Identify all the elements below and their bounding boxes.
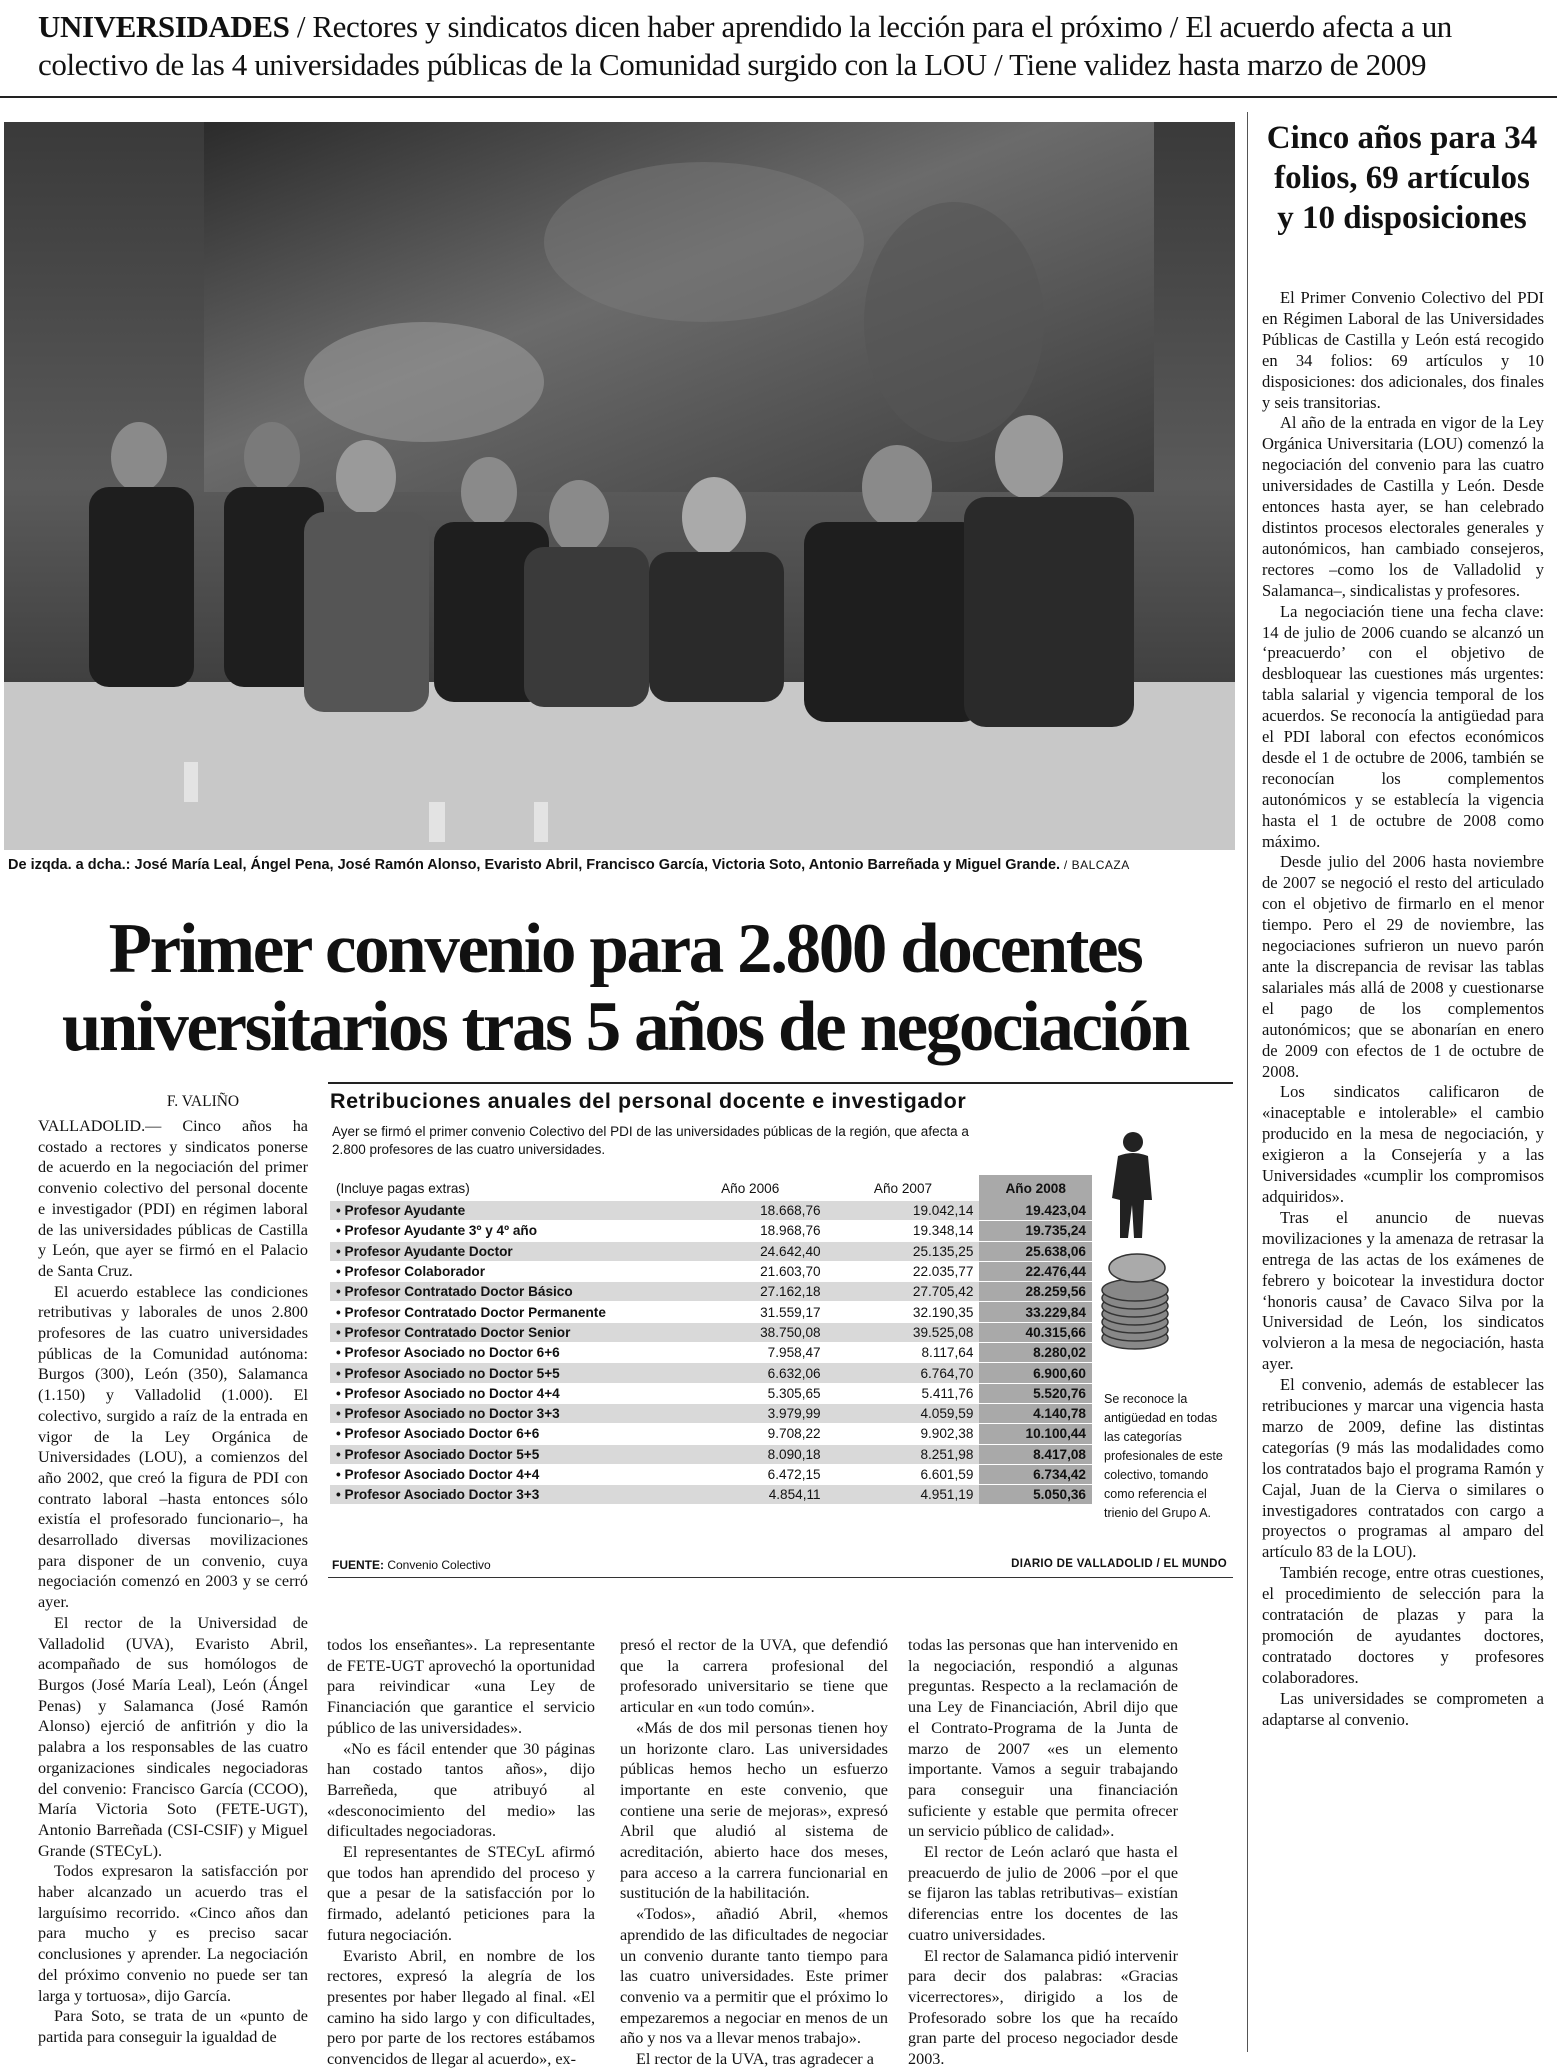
article-column-1	[38, 1116, 308, 2048]
row-label: • Profesor Asociado no Doctor 3+3	[330, 1403, 674, 1423]
table-row	[330, 1221, 1092, 1241]
value-2006: 4.854,11	[674, 1485, 827, 1505]
headline-line-2: universitarios tras 5 años de negociación	[61, 988, 1189, 1066]
group-photo	[4, 122, 1235, 850]
value-2006: 8.090,18	[674, 1444, 827, 1464]
row-label: • Profesor Contratado Doctor Básico	[330, 1282, 674, 1302]
photo-caption	[8, 856, 1238, 874]
table-bottom-rule	[328, 1577, 1233, 1578]
article-column-4	[908, 1635, 1178, 2070]
value-2006: 3.979,99	[674, 1403, 827, 1423]
table-row	[330, 1363, 1092, 1383]
row-label: • Profesor Asociado no Doctor 5+5	[330, 1363, 674, 1383]
kicker-text: / Rectores y sindicatos dicen haber aprendido la lección para el próximo / El acuerdo afecta a un colectivo de las 4 universidades públicas de la Comunidad surgido con la LOU / Tiene validez hasta marzo de 2009	[38, 9, 1452, 82]
value-2006: 9.708,22	[674, 1424, 827, 1444]
sidebar-body	[1262, 288, 1544, 1731]
row-label: • Profesor Asociado Doctor 3+3	[330, 1485, 674, 1505]
paragraph: «Más de dos mil personas tienen hoy un horizonte claro. Las universidades públicas hemos hecho un esfuerzo importante en este convenio, que contiene una serie de mejoras», expresó Abril que aludió al sistema de acreditación, abierto hace dos meses, para acceso a la carrera funcionarial en sustitución de la habilitación.	[620, 1718, 888, 1903]
paragraph: El rector de León aclaró que hasta el preacuerdo de julio de 2006 –por el que se fijaron las tablas retributivas– existían diferencias entre los docentes de las cuatro universidades.	[908, 1843, 1178, 1944]
table-source-note	[332, 1558, 892, 1572]
table-top-rule	[328, 1082, 1233, 1084]
value-2007: 27.705,42	[827, 1282, 980, 1302]
paragraph: El Primer Convenio Colectivo del PDI en Régimen Laboral de las Universidades Públicas de Castilla y León está recogido en 34 folios: 69 artículos y 10 disposiciones: dos adicionales, dos finales y seis transitorias.	[1262, 288, 1544, 412]
value-2006: 24.642,40	[674, 1241, 827, 1261]
paragraph: Los sindicatos calificaron de «inaceptable e intolerable» el cambio producido en la mesa de negociación, y exigieron a la Consejería y a las Universidades «cumplir los compromisos adquiridos».	[1262, 1082, 1544, 1206]
value-2007: 39.525,08	[827, 1322, 980, 1342]
row-label: • Profesor Contratado Doctor Permanente	[330, 1302, 674, 1322]
article-column-2	[327, 1635, 595, 2070]
value-2008: 5.520,76	[979, 1383, 1092, 1403]
row-label: • Profesor Asociado Doctor 4+4	[330, 1464, 674, 1484]
table-header-2008: Año 2008	[979, 1175, 1092, 1201]
table-row	[330, 1424, 1092, 1444]
paragraph: También recoge, entre otras cuestiones, el procedimiento de selección para la contratación de plazas y para la promoción de ayudantes doctores, contratado doctores y profesores colaboradores.	[1262, 1563, 1544, 1687]
paragraph: El rector de la UVA, tras agradecer a	[636, 2050, 874, 2069]
fuente-label: FUENTE:	[332, 1558, 384, 1572]
value-2007: 32.190,35	[827, 1302, 980, 1322]
value-2007: 4.951,19	[827, 1485, 980, 1505]
paragraph: Desde julio del 2006 hasta noviembre de 2007 se negoció el resto del articulado con el objetivo de firmarlo en el menor tiempo. Pero el 29 de noviembre, las negociaciones sufrieron un nuevo parón ante la discrepancia de revisar las tablas salariales más allá de 2008 y cuestionarse el pago de los complementos autonómicos; que se abonarían en enero de 2009 con efectos de 1 de octubre de 2008.	[1262, 852, 1544, 1081]
value-2006: 6.632,06	[674, 1363, 827, 1383]
table-title: Retribuciones anuales del personal docente e investigador	[330, 1089, 967, 1113]
paragraph: «Todos», añadió Abril, «hemos aprendido de las dificultades de negociar un convenio durante tanto tiempo para las cuatro universidades. Este primer convenio va a permitir que el próximo lo empezaremos a negociar en menos de un año y nos va a llevar menos trabajo».	[620, 1905, 888, 2048]
value-2008: 10.100,44	[979, 1424, 1092, 1444]
table-row	[330, 1302, 1092, 1322]
table-intro: Ayer se firmó el primer convenio Colectivo del PDI de las universidades públicas de la región, que afecta a 2.800 profesores de las cuatro universidades.	[332, 1124, 969, 1157]
value-2007: 22.035,77	[827, 1261, 980, 1281]
byline: F. VALIÑO	[166, 1093, 240, 1110]
fuente-text: Convenio Colectivo	[384, 1558, 491, 1572]
paragraph: Las universidades se comprometen a adaptarse al convenio.	[1262, 1688, 1544, 1729]
value-2007: 8.117,64	[827, 1343, 980, 1363]
paragraph-text: Cinco años ha costado a rectores y sindicatos ponerse de acuerdo en la negociación del primer convenio colectivo del personal docente e investigador (PDI) en régimen laboral de las universidades públicas de Castilla y León, que ayer se firmó en el Palacio de Santa Cruz.	[38, 1117, 308, 1280]
paragraph: Al año de la entrada en vigor de la Ley Orgánica Universitaria (LOU) comenzó la negociación del convenio para las cuatro universidades de Castilla y León. Desde entonces hasta ayer, se han celebrado distintos procesos electorales generales y autonómicos, han cambiado consejeros, rectores –como los de Valladolid y Salamanca–, sindicalistas y profesores.	[1262, 413, 1544, 600]
headline-line-1: Primer convenio para 2.800 docentes	[108, 910, 1142, 988]
paragraph: El representantes de STECyL afirmó que todos han aprendido del proceso y que a pesar de la satisfacción por lo firmado, adelantó peticiones para la futura negociación.	[327, 1843, 595, 1944]
value-2008: 6.900,60	[979, 1363, 1092, 1383]
headline	[20, 910, 1230, 1066]
table-header-note: (Incluye pagas extras)	[336, 1180, 470, 1196]
paragraph: todas las personas que han intervenido en la negociación, respondió a algunas preguntas. Respecto a la reclamación de una Ley de Financiación, Abril dijo que el Contrato-Programa de la Junta de marzo de 2007 «es un elemento importante. Vamos a seguir trabajando para conseguir una financiación suficiente y estable que permita ofrecer un servicio público de calidad».	[908, 1636, 1178, 1841]
table-row	[330, 1444, 1092, 1464]
value-2006: 5.305,65	[674, 1383, 827, 1403]
row-label: • Profesor Asociado Doctor 5+5	[330, 1444, 674, 1464]
row-label: • Profesor Asociado no Doctor 6+6	[330, 1343, 674, 1363]
row-label: • Profesor Asociado no Doctor 4+4	[330, 1383, 674, 1403]
column-divider	[1247, 112, 1248, 2052]
article-column-3	[620, 1635, 888, 2070]
value-2008: 25.638,06	[979, 1241, 1092, 1261]
row-label: • Profesor Contratado Doctor Senior	[330, 1322, 674, 1342]
value-2007: 25.135,25	[827, 1241, 980, 1261]
value-2008: 4.140,78	[979, 1403, 1092, 1423]
table-row	[330, 1403, 1092, 1423]
value-2008: 8.417,08	[979, 1444, 1092, 1464]
table-row	[330, 1322, 1092, 1342]
paragraph: Para Soto, se trata de un «punto de partida para conseguir la igualdad de	[38, 2007, 308, 2046]
dateline: VALLADOLID.—	[38, 1117, 162, 1135]
coins-icon	[1097, 1238, 1172, 1358]
value-2008: 6.734,42	[979, 1464, 1092, 1484]
table-row	[330, 1343, 1092, 1363]
person-silhouette-icon	[1100, 1130, 1160, 1245]
value-2007: 5.411,76	[827, 1383, 980, 1403]
value-2007: 8.251,98	[827, 1444, 980, 1464]
paragraph: El acuerdo establece las condiciones retributivas y laborales de unos 2.800 profesores de las cuatro universidades públicas de la Comunidad autónoma: Burgos (300), León (350), Salamanca (1.150) y Valladolid (1.000). El colectivo, surgido a raíz de la entrada en vigor de la Ley Orgánica de Universidades (LOU), a comienzos del año 2002, que creó la figura de PDI con contrato laboral –hasta entonces sólo existía el profesorado funcionario–, ha desarrollado diversas movilizaciones para disponer de un convenio, cuya negociación comenzó en 2003 y se cerró ayer.	[38, 1282, 308, 1612]
table-row	[330, 1261, 1092, 1281]
value-2008: 33.229,84	[979, 1302, 1092, 1322]
value-2006: 31.559,17	[674, 1302, 827, 1322]
value-2007: 9.902,38	[827, 1424, 980, 1444]
value-2008: 22.476,44	[979, 1261, 1092, 1281]
paragraph: El rector de Salamanca pidió intervenir para decir dos palabras: «Gracias vicerrectores», dirigido a los de Profesorado sobre los que ha recaído gran parte del proceso negociador desde 2003.	[908, 1946, 1178, 2069]
row-label: • Profesor Asociado Doctor 6+6	[330, 1424, 674, 1444]
table-credit: DIARIO DE VALLADOLID / EL MUNDO	[1011, 1558, 1227, 1570]
table-row	[330, 1485, 1092, 1505]
value-2008: 40.315,66	[979, 1322, 1092, 1342]
value-2006: 18.668,76	[674, 1201, 827, 1221]
row-label: • Profesor Ayudante 3º y 4º año	[330, 1221, 674, 1241]
value-2007: 4.059,59	[827, 1403, 980, 1423]
value-2007: 19.042,14	[827, 1201, 980, 1221]
value-2006: 18.968,76	[674, 1221, 827, 1241]
top-rule	[0, 96, 1557, 98]
row-label: • Profesor Ayudante	[330, 1201, 674, 1221]
table-header-2006: Año 2006	[721, 1180, 780, 1196]
section-label: UNIVERSIDADES	[38, 9, 290, 44]
value-2007: 19.348,14	[827, 1221, 980, 1241]
table-row	[330, 1383, 1092, 1403]
value-2006: 38.750,08	[674, 1322, 827, 1342]
paragraph: Todos expresaron la satisfacción por haber alcanzado un acuerdo tras el larguísimo recorrido. «Cinco años dan para mucho y es preciso sacar conclusiones y aprender. La negociación del próximo convenio no puede ser tan larga y tortuosa», dijo García.	[38, 1862, 308, 2005]
paragraph: El rector de la Universidad de Valladolid (UVA), Evaristo Abril, acompañado de sus homólogos de Burgos (José María Leal), León (Ángel Penas) y Salamanca (José Ramón Alonso) ejerció de anfitrión y dio la palabra a los responsables de las cuatro organizaciones sindicales negociadoras del convenio: Francisco García (CCOO), María Victoria Soto (FETE-UGT), Antonio Barreñada (CSI-CSIF) y Miguel Grande (STECyL).	[38, 1613, 308, 1860]
paragraph: «No es fácil entender que 30 páginas han costado tantos años», dijo Barreñeda, que atribuyó al «desconocimiento del medio» las dificultades negociadoras.	[327, 1739, 595, 1841]
paragraph	[38, 1116, 308, 1282]
paragraph: El convenio, además de establecer las retribuciones y marcar una vigencia hasta marzo de 2009, define las distintas categorías (9 más las modalidades como los contratados bajo el programa Ramón y Cajal, Juan de la Cierva o similares o investigadores contratados con cargo a proyectos o programas al amparo del artículo 83 de la LOU).	[1262, 1375, 1544, 1562]
paragraph: La negociación tiene una fecha clave: 14 de julio de 2006 cuando se alcanzó un ‘preacuerdo’ con el objetivo de desbloquear las cuestiones más urgentes: tabla salarial y vigencia temporal de los acuerdos. Se reconocía la antigüedad para el PDI laboral con efectos económicos desde el 1 de octubre de 2006, también se reconocían los complementos autonómicos y se establecía la vigencia hasta el 1 de octubre de 2008 como máximo.	[1262, 601, 1544, 851]
value-2006: 21.603,70	[674, 1261, 827, 1281]
row-label: • Profesor Colaborador	[330, 1261, 674, 1281]
kicker	[38, 8, 1528, 84]
value-2006: 7.958,47	[674, 1343, 827, 1363]
caption-text: De izqda. a dcha.: José María Leal, Ángel Pena, José Ramón Alonso, Evaristo Abril, Francisco García, Victoria Soto, Antonio Barreñada y Miguel Grande.	[8, 857, 1061, 873]
paragraph: Tras el anuncio de nuevas movilizaciones y la amenaza de retrasar la entrega de las actas de los exámenes de febrero y boicotear la investidura doctor ‘honoris causa’ de Cavaco Silva por la Universidad de León, los sindicatos volvieron a la mesa de negociación, hasta ayer.	[1262, 1207, 1544, 1374]
paragraph: todos los enseñantes». La representante de FETE-UGT aprovechó la oportunidad para reivindicar «una Ley de Financiación que garantice el servicio público de las universidades».	[327, 1636, 595, 1737]
value-2007: 6.601,59	[827, 1464, 980, 1484]
value-2007: 6.764,70	[827, 1363, 980, 1383]
table-note: Se reconoce la antigüedad en todas las categorías profesionales de este colectivo, tomando como referencia el trienio del Grupo A.	[1104, 1392, 1223, 1520]
photo-credit: / BALCAZA	[1060, 858, 1130, 872]
value-2006: 27.162,18	[674, 1282, 827, 1302]
value-2008: 19.423,04	[979, 1201, 1092, 1221]
row-label: • Profesor Ayudante Doctor	[330, 1241, 674, 1261]
value-2008: 28.259,56	[979, 1282, 1092, 1302]
table-row	[330, 1241, 1092, 1261]
value-2008: 19.735,24	[979, 1221, 1092, 1241]
table-row	[330, 1282, 1092, 1302]
value-2008: 8.280,02	[979, 1343, 1092, 1363]
value-2006: 6.472,15	[674, 1464, 827, 1484]
table-row	[330, 1464, 1092, 1484]
table-header-2007: Año 2007	[873, 1180, 933, 1196]
paragraph: presó el rector de la UVA, que defendió que la carrera profesional del profesorado universitario se tiene que articular en «un todo común».	[620, 1636, 888, 1717]
paragraph: Evaristo Abril, en nombre de los rectores, expresó la alegría de los presentes por haber llegado al final. «El camino ha sido largo y con dificultades, pero por parte de los rectores estábamos convencidos de llegar al acuerdo», ex-	[327, 1946, 595, 2069]
salary-table	[330, 1175, 1092, 1505]
table-row	[330, 1201, 1092, 1221]
value-2008: 5.050,36	[979, 1485, 1092, 1505]
sidebar-title: Cinco años para 34 folios, 69 artículos y 10 disposiciones	[1266, 120, 1538, 236]
